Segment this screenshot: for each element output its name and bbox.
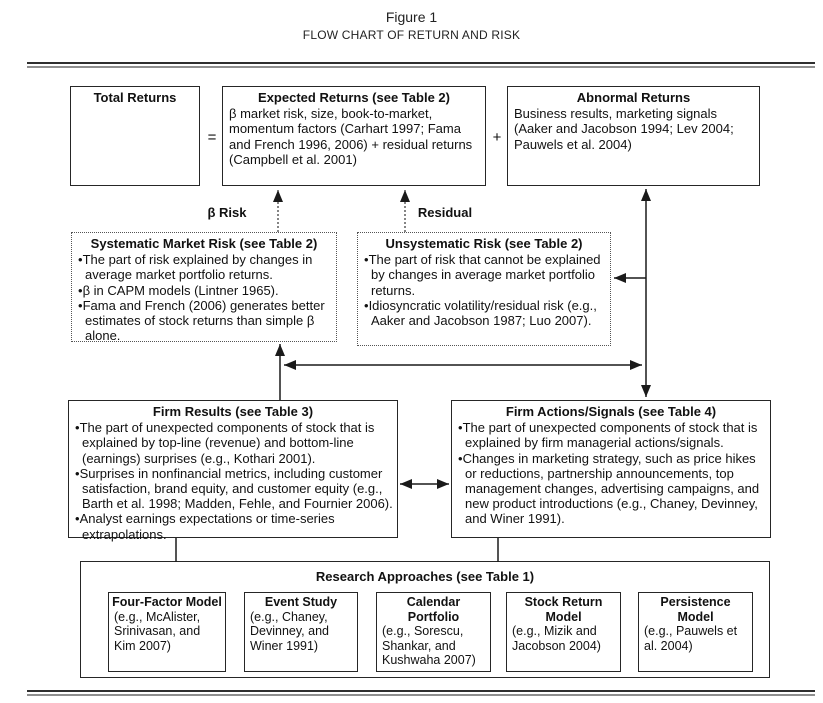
event-study-title: Event Study <box>264 595 338 609</box>
event-study-box <box>244 592 358 672</box>
unsystematic-risk-title: Unsystematic Risk (see Table 2) <box>385 236 583 251</box>
firm-actions-bullet: • The part of unexpected components of stock that is explained by firm managerial actions/signals. <box>458 420 766 450</box>
abnormal-returns-body: Business results, marketing signals (Aaker and Jacobson 1994; Lev 2004; Pauwels et al. 2004) <box>514 106 734 152</box>
top-rule <box>27 62 815 68</box>
unsystematic-risk-bullet: • The part of risk that cannot be explained by changes in average market portfolio returns. <box>364 252 606 298</box>
firm-actions-bullet: • Changes in marketing strategy, such as price hikes or reductions, partnership announcements, top management changes, advertising campaigns, and new product introductions (e.g., Chaney, Devinney, and Winer 1991). <box>458 451 766 527</box>
firm-results-title: Firm Results (see Table 3) <box>152 404 314 419</box>
firm-results-bullet: • Analyst earnings expectations or time-series extrapolations. <box>75 511 393 541</box>
plus-operator: + <box>492 129 502 146</box>
residual-label: Residual <box>417 205 473 220</box>
systematic-risk-bullet: • Fama and French (2006) generates better estimates of stock returns than simple β alone. <box>78 298 332 344</box>
persistence-model-box <box>638 592 753 672</box>
stock-return-model-title: Stock Return Model <box>524 595 603 624</box>
firm-actions-box <box>451 400 771 538</box>
systematic-risk-title: Systematic Market Risk (see Table 2) <box>90 236 318 251</box>
figure-number: Figure 1 <box>385 9 438 25</box>
systematic-risk-bullet: • β in CAPM models (Lintner 1965). <box>78 283 332 298</box>
total-returns-box <box>70 86 200 186</box>
abnormal-returns-title: Abnormal Returns <box>576 90 691 105</box>
firm-results-bullet: • Surprises in nonfinancial metrics, including customer satisfaction, brand equity, and customer equity (e.g., Barth et al. 1998; Madden, Fehle, and Fournier 2006). <box>75 466 393 512</box>
research-approaches-container <box>80 561 770 678</box>
bottom-rule <box>27 690 815 696</box>
unsystematic-risk-box <box>357 232 611 346</box>
total-returns-title: Total Returns <box>93 90 177 105</box>
expected-returns-body: β market risk, size, book-to-market, momentum factors (Carhart 1997; Fama and French 1996, 2006) + residual returns (Campbell et al. 2001) <box>229 106 473 167</box>
beta-risk-label: β Risk <box>207 205 247 220</box>
calendar-portfolio-title: Calendar Portfolio <box>406 595 461 624</box>
systematic-risk-bullet: • The part of risk explained by changes in average market portfolio returns. <box>78 252 332 282</box>
four-factor-model-title: Four-Factor Model <box>112 595 222 609</box>
persistence-model-body: (e.g., Pauwels et al. 2004) <box>644 624 738 653</box>
unsystematic-risk-bullet: • Idiosyncratic volatility/residual risk (e.g., Aaker and Jacobson 1987; Luo 2007). <box>364 298 606 328</box>
stock-return-model-box <box>506 592 621 672</box>
research-approaches-title: Research Approaches (see Table 1) <box>315 569 535 584</box>
firm-actions-title: Firm Actions/Signals (see Table 4) <box>505 404 717 419</box>
systematic-risk-box <box>71 232 337 342</box>
four-factor-model-box <box>108 592 226 672</box>
four-factor-model-body: (e.g., McAlister, Srinivasan, and Kim 2007) <box>114 609 201 653</box>
calendar-portfolio-box <box>376 592 491 672</box>
stock-return-model-body: (e.g., Mizik and Jacobson 2004) <box>512 624 601 653</box>
figure-title: FLOW CHART OF RETURN AND RISK <box>302 28 521 42</box>
calendar-portfolio-body: (e.g., Sorescu, Shankar, and Kushwaha 2007) <box>382 624 476 668</box>
firm-results-box <box>68 400 398 542</box>
expected-returns-box <box>222 86 486 186</box>
expected-returns-title: Expected Returns (see Table 2) <box>258 90 450 105</box>
persistence-model-title: Persistence Model <box>660 595 731 624</box>
firm-results-bullet: • The part of unexpected components of stock that is explained by top-line (revenue) and bottom-line (earnings) surprises (e.g., Kothari 2001). <box>75 420 393 466</box>
equals-operator: = <box>207 129 217 146</box>
abnormal-returns-box <box>507 86 760 186</box>
event-study-body: (e.g., Chaney, Devinney, and Winer 1991) <box>250 609 329 653</box>
